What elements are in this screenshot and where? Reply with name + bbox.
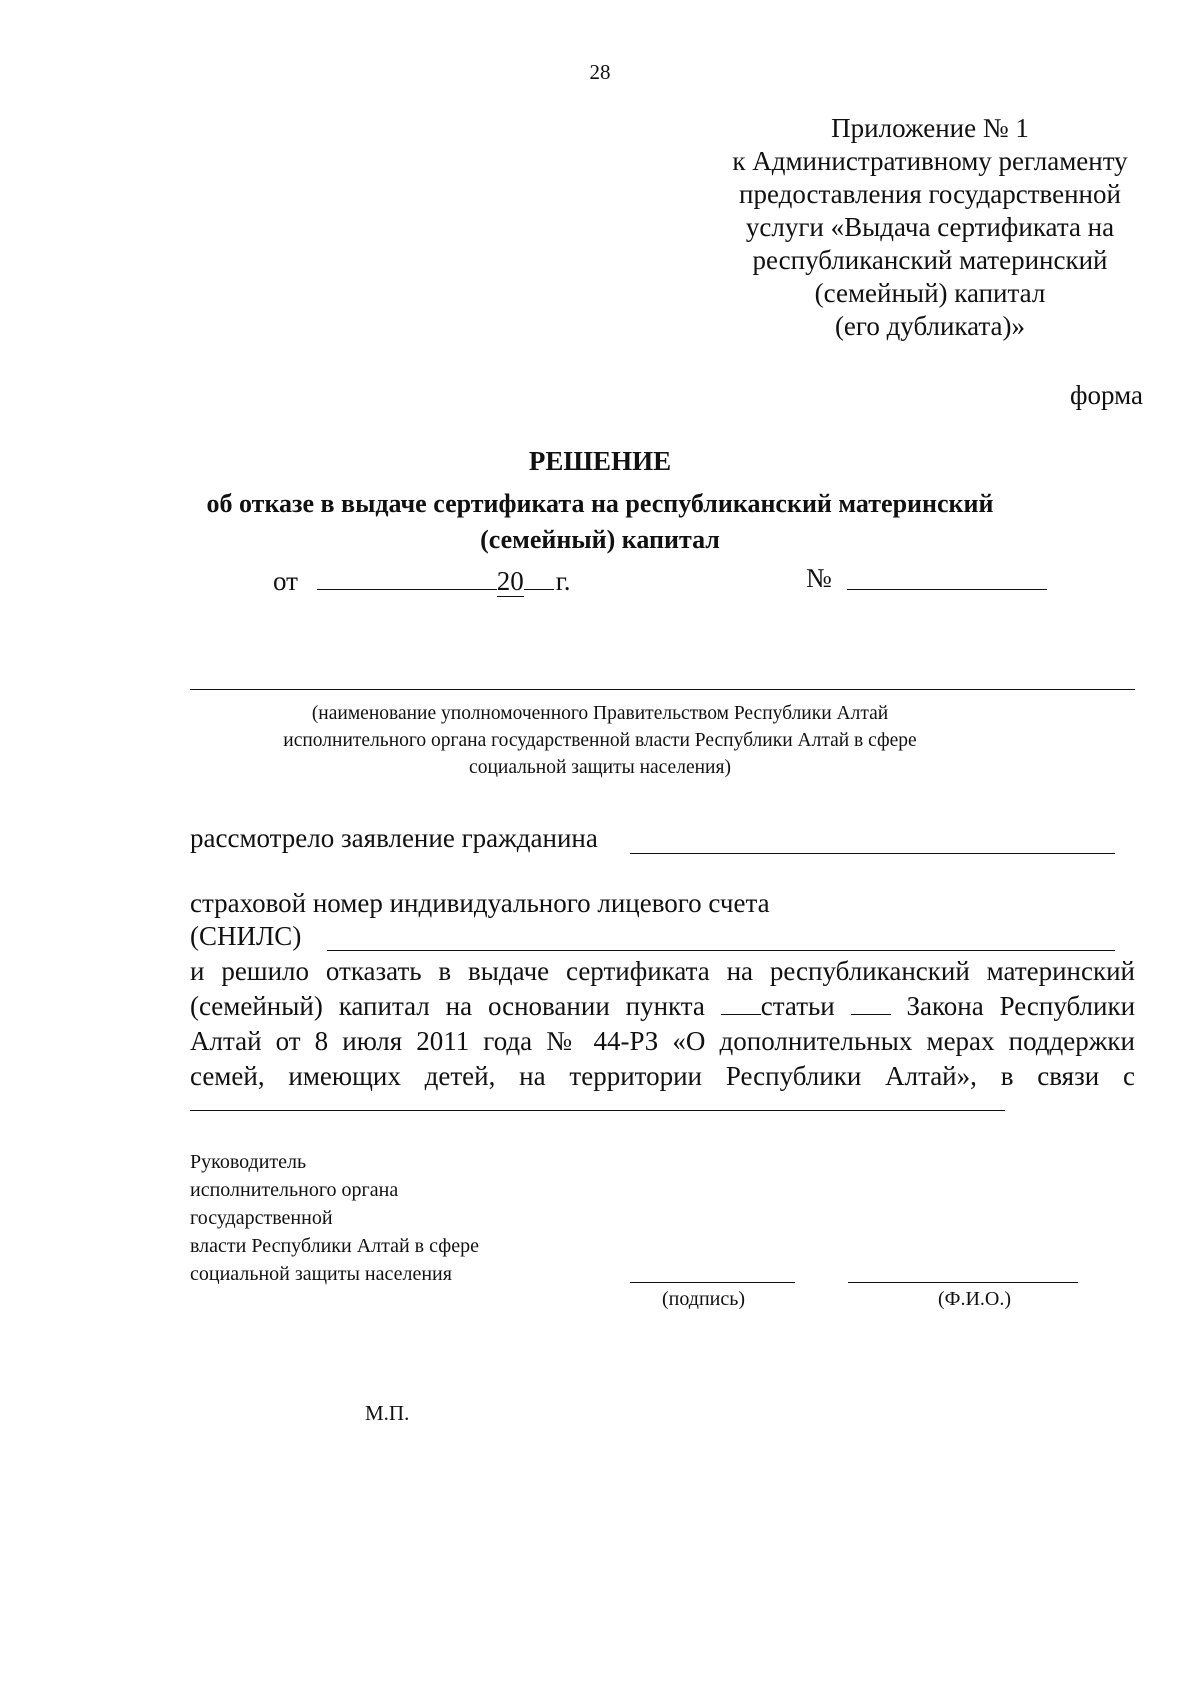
date-from-label: от [273,566,298,596]
appendix-line: (семейный) капитал [814,278,1046,308]
appendix-line: республиканский материнский [752,245,1108,275]
subtitle-line: (семейный) капитал [480,525,720,554]
date-number-line [273,563,1053,599]
signature-caption: (подпись) [662,1288,746,1310]
clause-field[interactable] [721,992,761,1015]
appendix-header [690,112,1170,343]
stamp-place-label: М.П. [365,1401,410,1425]
subtitle-line: об отказе в выдаче сертификата на республиканский материнский [206,489,994,518]
caption-line: исполнительного органа государственной власти Республики Алтай в сфере [283,730,917,751]
decision-line: Алтай от 8 июля 2011 года № 44-РЗ «О дополнительных мерах поддержки [190,1026,1135,1056]
head-line: исполнительного органа [190,1179,399,1201]
caption-line: социальной защиты населения) [469,757,731,778]
decision-text: статьи [760,991,835,1021]
considered-label: рассмотрело заявление гражданина [190,823,598,853]
reason-field[interactable] [190,1110,1005,1111]
decision-line [190,989,1135,1024]
document-subtitle [0,486,1200,558]
full-name-field[interactable] [848,1282,1078,1283]
org-name-caption [0,700,1200,781]
appendix-line: предоставления государственной [739,179,1121,209]
snils-label: (СНИЛС) [190,921,302,951]
full-name-caption: (Ф.И.О.) [938,1288,1012,1310]
appendix-line: (его дубликата)» [834,311,1026,341]
citizen-name-field[interactable] [630,853,1115,854]
head-line: государственной [190,1207,333,1229]
form-label: форма [1070,380,1143,410]
decision-text: Закона Республики [906,991,1136,1021]
page-number: 28 [589,60,611,84]
appendix-line: к Административному регламенту [732,146,1128,176]
appendix-line: услуги «Выдача сертификата на [745,212,1115,242]
head-line: Руководитель [190,1151,307,1173]
decision-line: и решило отказать в выдаче сертификата на республиканский материнский [190,956,1135,986]
head-line: власти Республики Алтай в сфере [190,1235,479,1257]
document-title: РЕШЕНИЕ [528,446,672,476]
year-prefix: 20 [496,566,524,596]
number-label: № [806,563,832,593]
number-field[interactable] [847,563,1047,590]
snils-field[interactable] [327,950,1115,951]
year-suffix: г. [555,566,571,596]
caption-line: (наименование уполномоченного Правительством Республики Алтай [311,703,889,724]
decision-paragraph [190,954,1135,1094]
head-line: социальной защиты населения [190,1263,452,1285]
head-signatory-block [190,1148,479,1288]
org-name-field[interactable] [190,689,1135,690]
date-field[interactable] [317,563,497,590]
year-field[interactable] [524,563,554,590]
decision-text: (семейный) капитал на основании пункта [190,991,705,1021]
article-field[interactable] [851,992,891,1015]
signature-field[interactable] [630,1282,795,1283]
decision-line: семей, имеющих детей, на территории Республики Алтай», в связи с [190,1061,1135,1091]
snils-label-line: страховой номер индивидуального лицевого счета [190,888,770,918]
appendix-line: Приложение № 1 [831,113,1029,143]
